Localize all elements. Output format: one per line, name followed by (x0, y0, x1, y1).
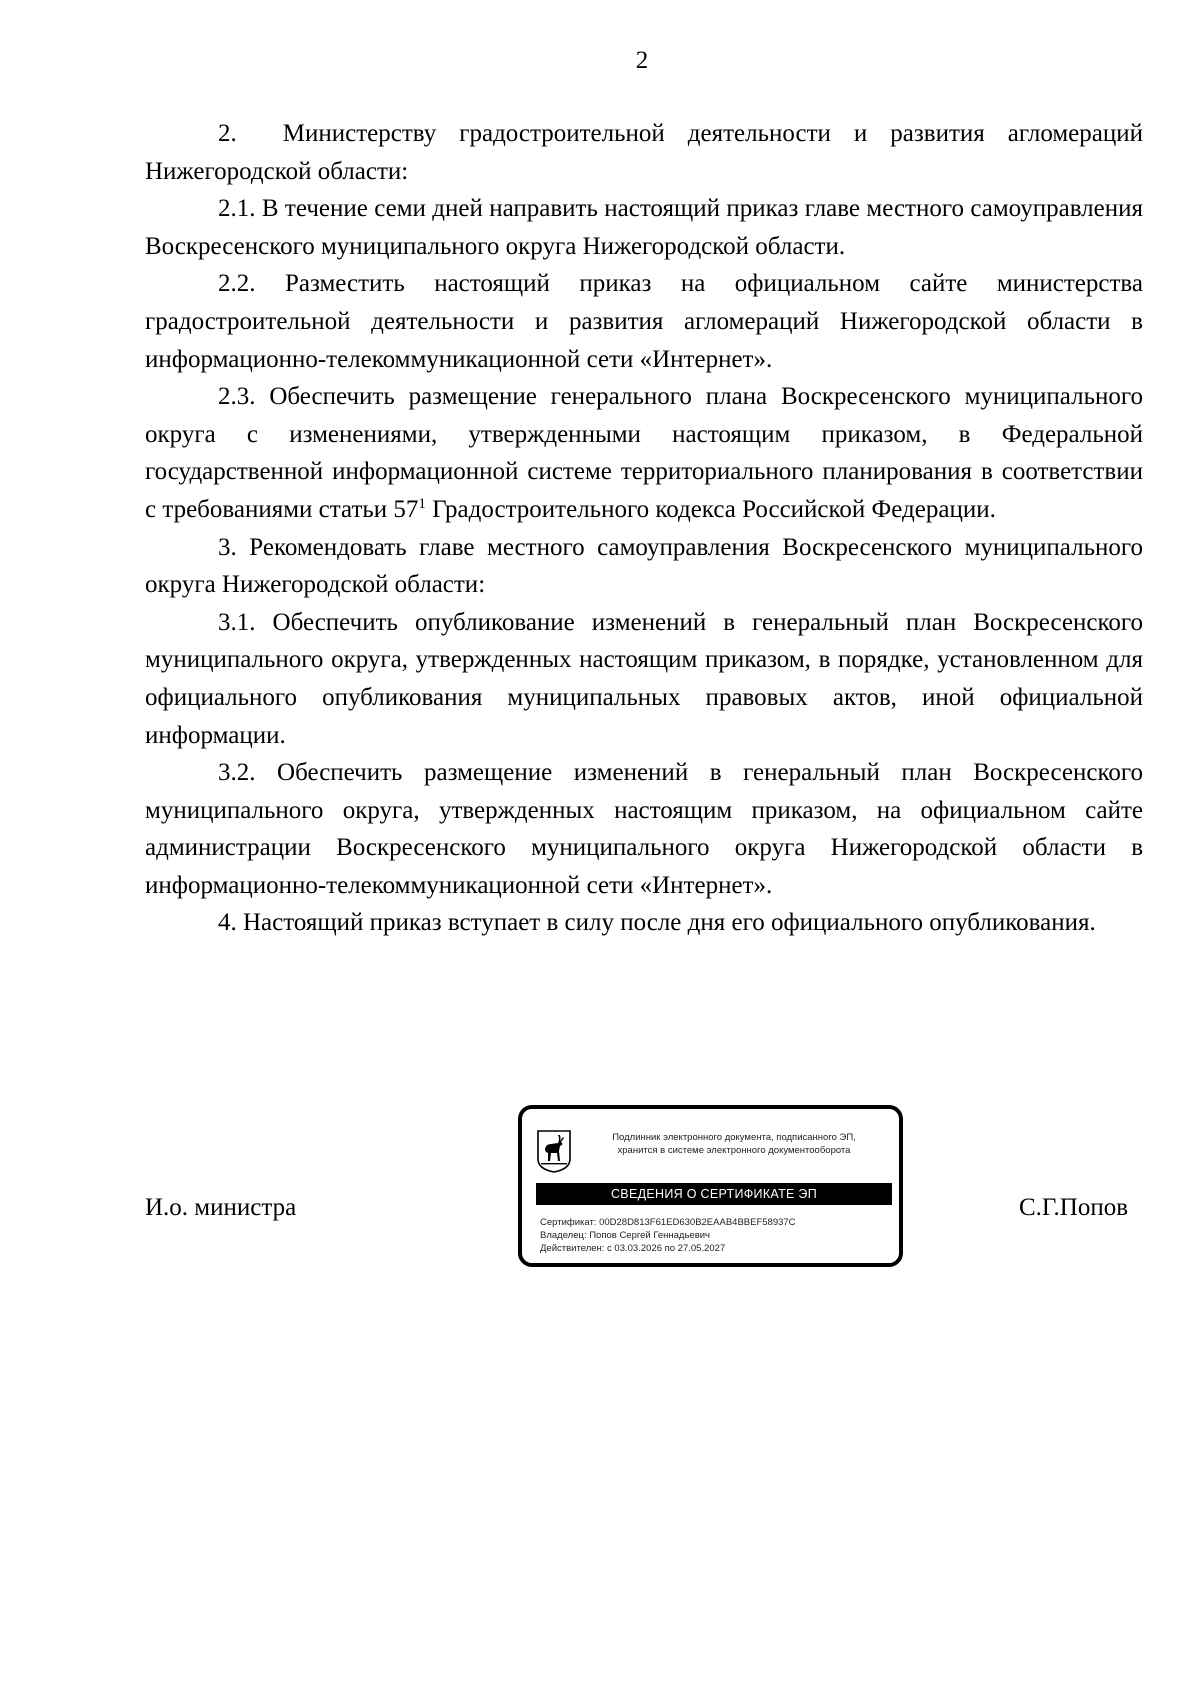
stamp-caption-line-2: хранится в системе электронного документооборота (617, 1145, 851, 1156)
stamp-caption-line-1: Подлинник электронного документа, подписанного ЭП, (612, 1132, 856, 1143)
paragraph-2-3 (145, 378, 1143, 528)
certificate-owner: Владелец: Попов Сергей Геннадьевич (540, 1230, 711, 1241)
signatory-position: И.о. министра (145, 1194, 297, 1221)
paragraph-2-2: 2.2. Разместить настоящий приказ на официальном сайте министерства градостроительной деятельности и развития агломераций Нижегородской области в информационно-телекоммуникационной сети «Интернет». (145, 270, 1143, 373)
stamp-caption (586, 1131, 882, 1157)
paragraph-3-2: 3.2. Обеспечить размещение изменений в генеральный план Воскресенского муниципального округа, утвержденных настоящим приказом, на официальном сайте администрации Воскресенского муниципального округа Нижегородской области в информационно-телекоммуникационной сети «Интернет». (145, 759, 1143, 899)
paragraph-4: 4. Настоящий приказ вступает в силу после дня его официального опубликования. (218, 909, 1096, 937)
article-superscript: 1 (418, 495, 426, 512)
electronic-signature-stamp (518, 1105, 903, 1267)
paragraph-2-3-text-end: Градостроительного кодекса Российской Федерации. (425, 495, 996, 523)
certificate-number: Сертификат: 00D28D813F61ED630B2EAAB4BBEF58937C (540, 1217, 796, 1228)
document-body (145, 115, 1143, 942)
signatory-name: С.Г.Попов (1018, 1194, 1128, 1221)
certificate-info-bar: СВЕДЕНИЯ О СЕРТИФИКАТЕ ЭП (536, 1183, 892, 1205)
paragraph-3-1: 3.1. Обеспечить опубликование изменений в генеральный план Воскресенского муниципального округа, утвержденных настоящим приказом, в порядке, установленном для официального опубликования муниципальных правовых актов, иной официальной информации. (145, 608, 1143, 749)
certificate-details (540, 1216, 796, 1255)
paragraph-2: 2. Министерству градостроительной деятельности и развития агломераций Нижегородской области: (145, 120, 1143, 185)
certificate-validity: Действителен: с 03.03.2026 по 27.05.2027 (540, 1243, 726, 1254)
paragraph-2-3-text: 2.3. Обеспечить размещение генерального плана Воскресенского муниципального округа с изменениями, утвержденными настоящим приказом, в Федеральной государственной информационной системе территориального планирования в соответствии с требованиями статьи 57 (145, 383, 1143, 523)
page-number: 2 (635, 47, 649, 74)
paragraph-2-1: 2.1. В течение семи дней направить настоящий приказ главе местного самоуправления Воскресенского муниципального округа Нижегородской области. (145, 195, 1143, 260)
paragraph-3: 3. Рекомендовать главе местного самоуправления Воскресенского муниципального округа Нижегородской области: (145, 533, 1143, 599)
nizhny-novgorod-deer-emblem-icon (536, 1129, 572, 1173)
